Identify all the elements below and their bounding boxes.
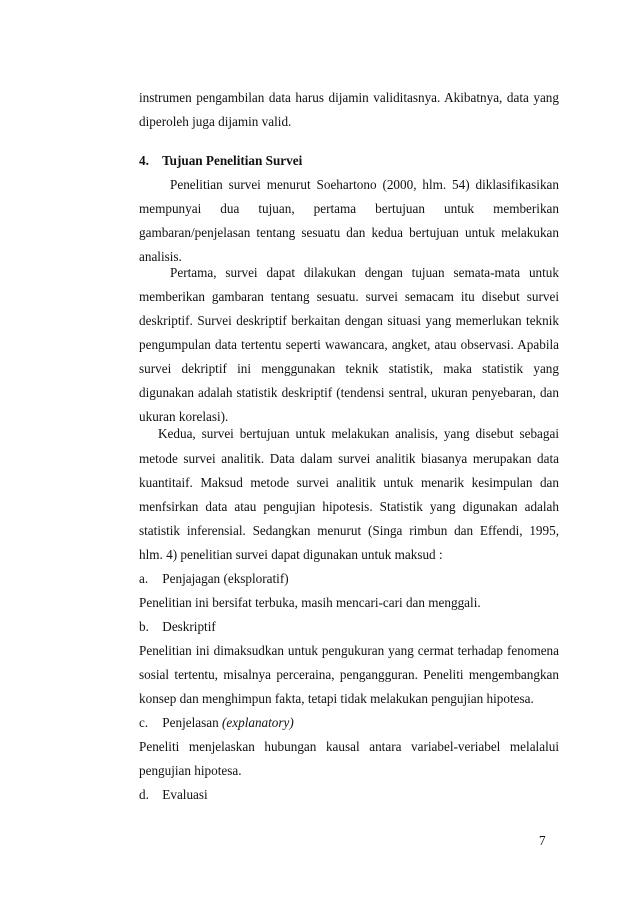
body-line: Penelitian ini dimaksudkan untuk pengukuran yang cermat terhadap fenomena <box>139 643 559 658</box>
body-line: hlm. 4) penelitian survei dapat digunakan untuk maksud : <box>139 547 443 562</box>
body-line: statistik inferensial. Sedangkan menurut (Singa rimbun dan Effendi, 1995, <box>139 523 559 538</box>
list-item-b-title <box>139 619 559 635</box>
body-line: instrumen pengambilan data harus dijamin validitasnya. Akibatnya, data yang <box>139 90 559 105</box>
list-item-title-italic: (explanatory) <box>222 715 294 730</box>
list-item-title: Penjelasan <box>162 715 219 730</box>
section-heading <box>139 153 559 169</box>
list-item-title: Evaluasi <box>162 787 208 802</box>
body-line: mempunyai dua tujuan, pertama bertujuan untuk memberikan <box>139 201 559 216</box>
body-line: Peneliti menjelaskan hubungan kausal antara variabel-veriabel melalalui <box>139 739 559 754</box>
body-line: memberikan gambaran tentang sesuatu. survei semacam itu disebut survei <box>139 289 559 304</box>
body-line: Penelitian ini bersifat terbuka, masih mencari-cari dan menggali. <box>139 595 481 610</box>
body-line: konsep dan menghimpun fakta, tetapi tidak melakukan pengujian hipotesa. <box>139 691 534 706</box>
body-line: kuantitaif. Maksud metode survei analitik untuk menarik kesimpulan dan <box>139 475 559 490</box>
body-line: Pertama, survei dapat dilakukan dengan tujuan semata-mata untuk <box>170 265 559 280</box>
body-line: Penelitian survei menurut Soehartono (2000, hlm. 54) diklasifikasikan <box>170 177 559 192</box>
body-line: metode survei analitik. Data dalam survei analitik biasanya merupakan data <box>139 451 559 466</box>
body-line: survei dekriptif ini menggunakan teknik statistik, maka statistik yang <box>139 361 559 376</box>
body-line: digunakan adalah statistik deskriptif (tendensi sentral, ukuran penyebaran, dan <box>139 385 559 400</box>
body-line: pengujian hipotesa. <box>139 763 242 778</box>
body-line: menfsirkan data atau pengujian hipotesis. Statistik yang digunakan adalah <box>139 499 559 514</box>
list-item-c-title <box>139 715 559 731</box>
section-number: 4. <box>139 153 149 168</box>
list-item-a-title <box>139 571 559 587</box>
body-line: diperoleh juga dijamin valid. <box>139 114 292 129</box>
list-marker: a. <box>139 571 149 586</box>
body-line: Kedua, survei bertujuan untuk melakukan analisis, yang disebut sebagai <box>158 426 559 441</box>
list-marker: d. <box>139 787 149 802</box>
page-number: 7 <box>539 833 546 848</box>
body-line: gambaran/penjelasan tentang sesuatu dan kedua bertujuan untuk melakukan <box>139 225 559 240</box>
list-item-title: Deskriptif <box>162 619 216 634</box>
list-item-d-title <box>139 787 559 803</box>
list-marker: c. <box>139 715 149 730</box>
body-line: deskriptif. Survei deskriptif berkaitan dengan situasi yang memerlukan teknik <box>139 313 559 328</box>
list-marker: b. <box>139 619 149 634</box>
body-line: pengumpulan data tertentu seperti wawancara, angket, atau observasi. Apabila <box>139 337 559 352</box>
body-line: ukuran korelasi). <box>139 409 229 424</box>
section-title: Tujuan Penelitian Survei <box>162 153 303 168</box>
body-line: sosial tertentu, misalnya perceraina, pengangguran. Peneliti mengembangkan <box>139 667 559 682</box>
body-line: analisis. <box>139 249 182 264</box>
list-item-title: Penjajagan (eksploratif) <box>162 571 289 586</box>
